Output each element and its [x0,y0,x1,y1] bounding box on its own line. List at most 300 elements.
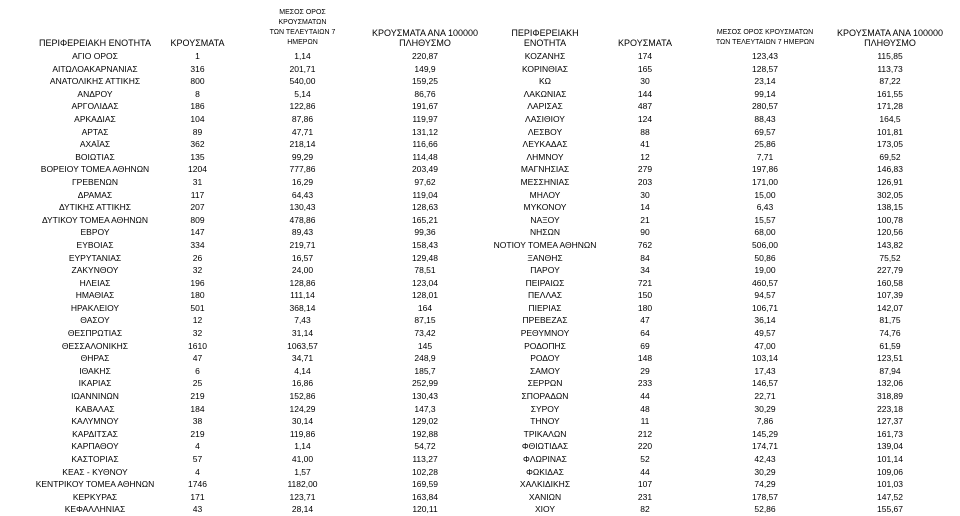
region-cell: ΓΡΕΒΕΝΩΝ [72,176,118,187]
cases-cell: 44 [640,466,650,477]
cases-cell: 148 [637,353,653,364]
cases-cell: 29 [640,365,650,376]
per-100k-cell: 158,43 [412,239,438,250]
region-cell: ΛΑΚΩΝΙΑΣ [523,88,567,99]
per-100k-cell: 109,06 [877,466,903,477]
avg-cell: 23,14 [754,76,776,87]
cases-cell: 64 [640,328,650,339]
header-avg-line1: ΜΕΣΟΣ ΟΡΟΣ ΚΡΟΥΣΜΑΤΩΝ [278,9,327,26]
cases-cell: 44 [640,391,650,402]
avg-cell: 34,71 [291,353,314,364]
cases-cell: 6 [195,365,200,376]
region-cell: ΘΕΣΣΑΛΟΝΙΚΗΣ [61,340,129,351]
cases-cell: 762 [637,239,653,250]
per-100k-cell: 119,97 [412,113,438,124]
per-100k-cell: 149,9 [414,63,436,74]
region-cell: ΚΕΦΑΛΛΗΝΙΑΣ [64,504,126,515]
per-100k-cell: 115,85 [877,51,903,61]
region-cell: ΣΕΡΡΩΝ [527,378,563,389]
header-avg-line1: ΜΕΣΟΣ ΟΡΟΣ ΚΡΟΥΣΜΑΤΩΝ [716,29,814,36]
per-100k-cell: 145 [417,340,433,351]
cases-cell: 43 [192,504,203,515]
avg-cell: 99,29 [291,151,314,162]
per-100k-cell: 86,76 [414,88,436,99]
region-cell: ΡΟΔΟΥ [530,353,560,364]
avg-cell: 5,14 [294,88,311,99]
region-cell: ΘΕΣΠΡΩΤΙΑΣ [67,328,123,339]
cases-cell: 12 [640,151,650,162]
per-100k-cell: 139,04 [877,441,903,452]
region-cell: ΚΑΡΔΙΤΣΑΣ [72,428,118,439]
region-cell: ΔΥΤΙΚΗΣ ΑΤΤΙΚΗΣ [58,202,132,213]
header-per-100k [835,28,945,48]
per-100k-cell: 73,42 [414,328,436,339]
cases-cell: 219 [190,391,205,402]
region-cell: ΣΠΟΡΑΔΩΝ [521,391,569,402]
avg-cell: 49,57 [754,328,776,339]
per-100k-cell: 100,78 [877,214,903,225]
region-cell: ΚΟΖΑΝΗΣ [524,51,566,61]
cases-cell: 1204 [188,164,207,175]
avg-cell: 94,57 [754,290,776,301]
header-per-line1: ΚΡΟΥΣΜΑΤΑ ΑΝΑ 100000 [372,28,478,38]
per-100k-cell: 159,25 [412,76,438,87]
per-100k-cell: 61,59 [879,340,901,351]
region-cell: ΣΑΜΟΥ [529,365,560,376]
region-cell: ΖΑΚΥΝΘΟΥ [71,265,119,276]
per-100k-cell: 120,56 [877,227,903,238]
cases-cell: 30 [640,76,650,87]
region-cell: ΗΡΑΚΛΕΙΟΥ [70,302,120,313]
region-cell: ΑΡΓΟΛΙΔΑΣ [71,101,119,112]
per-100k-cell: 123,04 [412,277,438,288]
avg-cell: 197,86 [752,164,778,175]
header-per-line1: ΚΡΟΥΣΜΑΤΑ ΑΝΑ 100000 [837,28,943,38]
cases-cell: 21 [640,214,650,225]
region-cell: ΗΜΑΘΙΑΣ [75,290,115,301]
per-100k-cell: 128,63 [412,202,438,213]
cases-cell: 171 [190,491,205,502]
avg-cell: 74,29 [754,479,776,490]
per-100k-cell: 143,82 [877,239,903,250]
cases-cell: 203 [637,176,653,187]
per-100k-cell: 74,76 [879,328,901,339]
region-cell: ΜΑΓΝΗΣΙΑΣ [520,164,570,175]
cases-cell: 316 [190,63,205,74]
region-cell: ΜΗΛΟΥ [529,189,561,200]
avg-cell: 1,14 [294,441,311,452]
per-100k-cell: 164 [417,302,433,313]
region-cell: ΚΕΑΣ - ΚΥΘΝΟΥ [62,466,128,477]
cases-cell: 207 [190,202,205,213]
cases-cell: 84 [640,252,650,263]
per-100k-cell: 119,04 [412,189,438,200]
header-avg-line2: ΤΩΝ ΤΕΛΕΥΤΑΙΩΝ 7 ΗΜΕΡΩΝ [715,39,815,46]
avg-cell: 171,00 [752,176,778,187]
avg-cell: 31,14 [291,328,314,339]
per-100k-cell: 75,52 [879,252,901,263]
avg-cell: 16,29 [291,176,314,187]
cases-cell: 11 [640,416,650,427]
per-100k-cell: 128,01 [412,290,438,301]
avg-cell: 89,43 [291,227,314,238]
avg-cell: 22,71 [754,391,776,402]
cases-cell: 47 [192,353,203,364]
cases-cell: 809 [190,214,205,225]
cases-cell: 231 [637,491,653,502]
cases-cell: 32 [192,265,203,276]
per-100k-cell: 147,3 [414,403,436,414]
region-cell: ΗΛΕΙΑΣ [79,277,111,288]
per-100k-cell: 127,37 [877,416,903,427]
per-100k-cell: 123,51 [877,353,903,364]
avg-cell: 50,86 [754,252,776,263]
per-100k-cell: 220,87 [412,51,438,61]
header-avg-line2: ΤΩΝ ΤΕΛΕΥΤΑΙΩΝ 7 ΗΜΕΡΩΝ [269,29,336,46]
avg-cell: 24,00 [291,265,314,276]
per-100k-cell: 160,58 [877,277,903,288]
avg-cell: 7,71 [756,151,774,162]
region-cell: ΔΡΑΜΑΣ [77,189,113,200]
per-100k-cell: 223,18 [877,403,903,414]
avg-cell: 16,86 [291,378,314,389]
region-cell: ΛΕΣΒΟΥ [527,126,563,137]
region-cell: ΠΕΙΡΑΙΩΣ [525,277,565,288]
avg-cell: 1063,57 [287,340,318,351]
per-100k-cell: 169,59 [412,479,438,490]
cases-cell: 52 [640,454,650,464]
cases-cell: 1746 [188,479,207,490]
region-cell: ΡΟΔΟΠΗΣ [524,340,566,351]
cases-cell: 362 [190,139,205,150]
cases-cell: 107 [637,479,653,490]
per-100k-cell: 142,07 [877,302,903,313]
header-avg [715,28,815,48]
header-cases: ΚΡΟΥΣΜΑΤΑ [618,38,672,48]
cases-cell: 104 [190,113,205,124]
per-100k-cell: 165,21 [412,214,438,225]
region-cell: ΠΑΡΟΥ [530,265,560,276]
region-cell: ΛΗΜΝΟΥ [526,151,564,162]
region-cell: ΤΗΝΟΥ [530,416,560,427]
avg-cell: 87,86 [291,113,314,124]
per-100k-cell: 87,22 [879,76,901,87]
cases-cell: 41 [640,139,650,150]
region-cell: ΑΡΤΑΣ [81,126,109,137]
per-100k-cell: 126,91 [877,176,903,187]
per-100k-cell: 163,84 [412,491,438,502]
region-cell: ΠΡΕΒΕΖΑΣ [522,315,568,326]
per-100k-cell: 146,83 [877,164,903,175]
region-cell: ΛΑΣΙΘΙΟΥ [525,113,565,124]
avg-cell: 17,43 [754,365,776,376]
per-100k-cell: 173,05 [877,139,903,150]
cases-cell: 30 [640,189,650,200]
header-per-100k [370,28,480,48]
cases-cell: 487 [637,101,653,112]
avg-cell: 47,00 [754,340,776,351]
per-100k-cell: 101,81 [877,126,903,137]
region-cell: ΒΟΡΕΙΟΥ ΤΟΜΕΑ ΑΘΗΝΩΝ [40,164,150,175]
region-cell: ΠΕΛΛΑΣ [527,290,563,301]
avg-cell: 30,14 [291,416,314,427]
per-100k-cell: 164,5 [879,113,901,124]
per-100k-cell: 113,27 [412,454,438,464]
cases-cell: 501 [190,302,205,313]
per-100k-cell: 185,7 [414,365,436,376]
region-cell: ΚΩ [538,76,552,87]
header-per-line2: ΠΛΗΘΥΣΜΟ [399,38,451,48]
per-100k-cell: 248,9 [414,353,436,364]
cases-cell: 174 [637,51,653,61]
region-cell: ΘΑΣΟΥ [80,315,110,326]
cases-cell: 721 [637,277,653,288]
avg-cell: 152,86 [289,391,316,402]
per-100k-cell: 191,67 [412,101,438,112]
cases-cell: 334 [190,239,205,250]
cases-cell: 1610 [188,340,207,351]
cases-cell: 220 [637,441,653,452]
cases-cell: 4 [195,441,200,452]
per-100k-cell: 113,73 [877,63,903,74]
avg-cell: 36,14 [754,315,776,326]
cases-cell: 117 [190,189,205,200]
region-cell: ΚΟΡΙΝΘΙΑΣ [521,63,569,74]
region-cell: ΛΕΥΚΑΔΑΣ [522,139,568,150]
avg-cell: 130,43 [289,202,316,213]
avg-cell: 30,29 [754,466,776,477]
per-100k-cell: 130,43 [412,391,438,402]
avg-cell: 15,57 [754,214,776,225]
cases-cell: 14 [640,202,650,213]
avg-cell: 42,43 [754,454,776,464]
region-cell: ΠΙΕΡΙΑΣ [528,302,562,313]
per-100k-cell: 161,73 [877,428,903,439]
region-cell: ΝΗΣΩΝ [529,227,561,238]
header-cases: ΚΡΟΥΣΜΑΤΑ [170,38,225,48]
cases-cell: 180 [637,302,653,313]
avg-cell: 506,00 [752,239,778,250]
cases-cell: 89 [192,126,203,137]
per-100k-cell: 102,28 [412,466,438,477]
cases-cell: 219 [190,428,205,439]
region-cell: ΚΑΡΠΑΘΟΥ [71,441,119,452]
cases-cell: 88 [640,126,650,137]
per-100k-cell: 87,94 [879,365,901,376]
avg-cell: 47,71 [291,126,314,137]
cases-cell: 212 [637,428,653,439]
cases-cell: 147 [190,227,205,238]
per-100k-cell: 81,75 [879,315,901,326]
avg-cell: 15,00 [754,189,776,200]
per-100k-cell: 99,36 [414,227,436,238]
cases-cell: 82 [640,504,650,515]
per-100k-cell: 114,48 [412,151,438,162]
cases-cell: 186 [190,101,205,112]
cases-cell: 135 [190,151,205,162]
cases-cell: 47 [640,315,650,326]
header-region: ΠΕΡΙΦΕΡΕΙΑΚΗ ΕΝΟΤΗΤΑ [38,38,152,48]
cases-cell: 69 [640,340,650,351]
per-100k-cell: 161,55 [877,88,903,99]
avg-cell: 122,86 [289,101,316,112]
per-100k-cell: 97,62 [414,176,436,187]
region-cell: ΦΛΩΡΙΝΑΣ [523,454,567,464]
region-cell: ΚΑΒΑΛΑΣ [75,403,115,414]
cases-cell: 279 [637,164,653,175]
avg-cell: 64,43 [291,189,314,200]
region-cell: ΦΘΙΩΤΙΔΑΣ [521,441,569,452]
per-100k-cell: 318,89 [877,391,903,402]
avg-cell: 128,86 [289,277,316,288]
cases-cell: 8 [195,88,200,99]
region-cell: ΕΥΡΥΤΑΝΙΑΣ [68,252,122,263]
avg-cell: 88,43 [754,113,776,124]
avg-cell: 7,43 [294,315,311,326]
per-100k-cell: 302,05 [877,189,903,200]
region-cell: ΙΘΑΚΗΣ [79,365,111,376]
header-avg [255,8,350,48]
cases-cell: 124 [637,113,653,124]
avg-cell: 124,29 [289,403,316,414]
region-cell: ΧΑΝΙΩΝ [528,491,562,502]
avg-cell: 146,57 [752,378,778,389]
cases-cell: 1 [195,51,200,61]
per-100k-cell: 252,99 [412,378,438,389]
avg-cell: 1,14 [294,51,311,61]
avg-cell: 30,29 [754,403,776,414]
region-cell: ΛΑΡΙΣΑΣ [527,101,563,112]
per-100k-cell: 132,06 [877,378,903,389]
region-cell: ΒΟΙΩΤΙΑΣ [75,151,115,162]
region-cell: ΕΥΒΟΙΑΣ [76,239,114,250]
avg-cell: 68,00 [754,227,776,238]
cases-cell: 38 [192,416,203,427]
avg-cell: 280,57 [752,101,778,112]
region-cell: ΜΥΚΟΝΟΥ [523,202,567,213]
region-cell: ΑΝΑΤΟΛΙΚΗΣ ΑΤΤΙΚΗΣ [49,76,141,87]
cases-cell: 32 [192,328,203,339]
cases-cell: 31 [192,176,203,187]
per-100k-cell: 129,02 [412,416,438,427]
avg-cell: 52,86 [754,504,776,515]
avg-cell: 540,00 [289,76,316,87]
region-cell: ΙΚΑΡΙΑΣ [78,378,112,389]
avg-cell: 178,57 [752,491,778,502]
header-per-line2: ΠΛΗΘΥΣΜΟ [864,38,916,48]
avg-cell: 174,71 [752,441,778,452]
cases-cell: 57 [192,454,203,464]
per-100k-cell: 54,72 [414,441,436,452]
avg-cell: 123,43 [752,51,778,61]
cases-cell: 800 [190,76,205,87]
region-cell: ΑΧΑΪΑΣ [79,139,111,150]
per-100k-cell: 138,15 [877,202,903,213]
avg-cell: 1,57 [294,466,311,477]
region-cell: ΙΩΑΝΝΙΝΩΝ [71,391,119,402]
region-cell: ΧΑΛΚΙΔΙΚΗΣ [519,479,571,490]
region-cell: ΜΕΣΣΗΝΙΑΣ [520,176,570,187]
per-100k-cell: 120,11 [412,504,438,515]
region-cell: ΔΥΤΙΚΟΥ ΤΟΜΕΑ ΑΘΗΝΩΝ [41,214,149,225]
cases-cell: 25 [192,378,203,389]
region-cell: ΤΡΙΚΑΛΩΝ [523,428,567,439]
cases-cell: 196 [190,277,205,288]
per-100k-cell: 116,66 [412,139,438,150]
region-cell: ΧΙΟΥ [534,504,556,515]
avg-cell: 7,86 [756,416,774,427]
per-100k-cell: 131,12 [412,126,438,137]
cases-cell: 48 [640,403,650,414]
header-region: ΠΕΡΙΦΕΡΕΙΑΚΗ ΕΝΟΤΗΤΑ [511,28,579,48]
region-cell: ΦΩΚΙΔΑΣ [526,466,564,477]
region-cell: ΚΑΛΥΜΝΟΥ [71,416,119,427]
avg-cell: 41,00 [291,454,314,464]
region-cell: ΝΟΤΙΟΥ ΤΟΜΕΑ ΑΘΗΝΩΝ [493,239,597,250]
region-cell: ΑΝΔΡΟΥ [77,88,113,99]
region-cell: ΝΑΞΟΥ [530,214,560,225]
cases-cell: 4 [195,466,200,477]
per-100k-cell: 129,48 [412,252,438,263]
region-cell: ΚΕΝΤΡΙΚΟΥ ΤΟΜΕΑ ΑΘΗΝΩΝ [35,479,155,490]
region-cell: ΚΑΣΤΟΡΙΑΣ [71,454,119,464]
avg-cell: 777,86 [289,164,316,175]
cases-cell: 34 [640,265,650,276]
avg-cell: 4,14 [294,365,311,376]
cases-cell: 180 [190,290,205,301]
cases-cell: 184 [190,403,205,414]
avg-cell: 123,71 [289,491,316,502]
cases-cell: 233 [637,378,653,389]
cases-cell: 150 [637,290,653,301]
avg-cell: 28,14 [291,504,314,515]
per-100k-cell: 101,14 [877,454,903,464]
per-100k-cell: 155,67 [877,504,903,515]
avg-cell: 145,29 [752,428,778,439]
avg-cell: 69,57 [754,126,776,137]
avg-cell: 103,14 [752,353,778,364]
region-cell: ΑΙΤΩΛΟΑΚΑΡΝΑΝΙΑΣ [52,63,138,74]
cases-cell: 165 [637,63,653,74]
avg-cell: 201,71 [289,63,316,74]
avg-cell: 16,57 [291,252,314,263]
avg-cell: 218,14 [289,139,316,150]
avg-cell: 219,71 [289,239,316,250]
region-cell: ΞΑΝΘΗΣ [527,252,563,263]
region-cell: ΘΗΡΑΣ [80,353,110,364]
region-cell: ΣΥΡΟΥ [530,403,560,414]
per-100k-cell: 147,52 [877,491,903,502]
per-100k-cell: 107,39 [877,290,903,301]
avg-cell: 106,71 [752,302,778,313]
region-cell: ΡΕΘΥΜΝΟΥ [520,328,570,339]
avg-cell: 111,14 [290,290,315,301]
per-100k-cell: 227,79 [877,265,903,276]
avg-cell: 6,43 [756,202,774,213]
avg-cell: 99,14 [754,88,776,99]
avg-cell: 1182,00 [287,479,318,490]
cases-cell: 90 [640,227,650,238]
per-100k-cell: 203,49 [412,164,438,175]
avg-cell: 25,86 [754,139,776,150]
per-100k-cell: 171,28 [877,101,903,112]
avg-cell: 128,57 [752,63,778,74]
region-cell: ΕΒΡΟΥ [80,227,110,238]
avg-cell: 19,00 [754,265,776,276]
per-100k-cell: 101,03 [877,479,903,490]
region-cell: ΑΡΚΑΔΙΑΣ [74,113,116,124]
per-100k-cell: 69,52 [879,151,901,162]
